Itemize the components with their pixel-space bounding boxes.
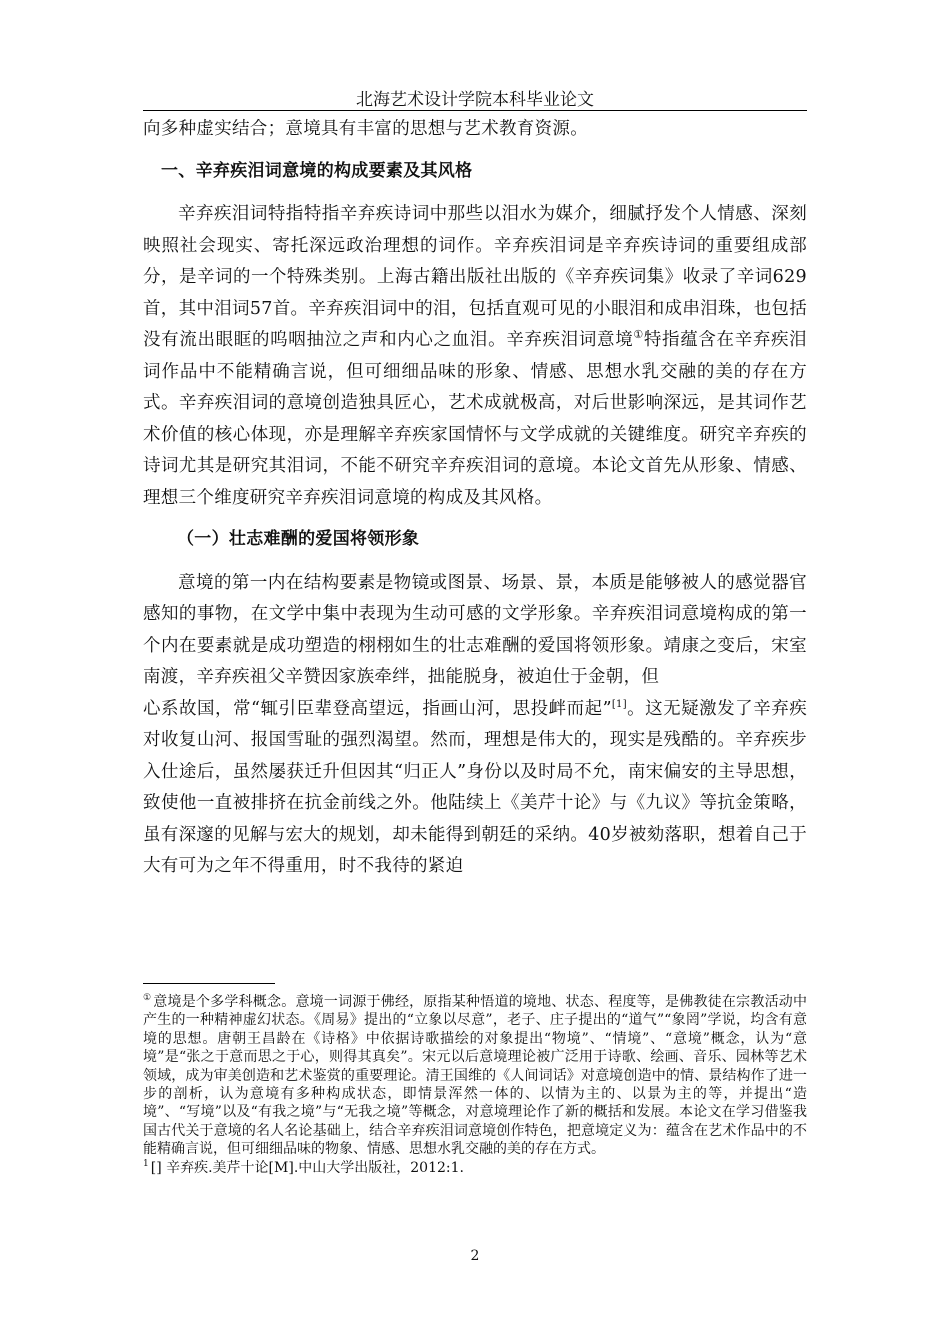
citation-marker[interactable]: [1]: [611, 698, 627, 710]
footnote-divider: [143, 983, 275, 984]
footnote-2-mark: 1: [143, 1159, 149, 1169]
footnote-marker[interactable]: ①: [633, 328, 644, 342]
intro-tail-paragraph: 向多种虚实结合；意境具有丰富的思想与艺术教育资源。: [143, 119, 588, 139]
paragraph-3-part-a: 心系故国，常“辄引臣辈登高望远，指画山河，思投衅而起”: [143, 698, 612, 719]
footnote-1-mark: ①: [143, 993, 152, 1004]
paragraph-1: [143, 199, 807, 514]
page-number: 2: [470, 1248, 480, 1264]
footnote-2: [143, 1159, 807, 1177]
subsection-heading: （一）壮志难酬的爱国将领形象: [177, 529, 420, 549]
paragraph-3-part-b: 。这无疑激发了辛弃疾对收复山河、报国雪耻的强烈渴望。然而，理想是伟大的，现实是残酷的。辛弃疾步入仕途后，虽然屡获迁升但因其“归正人”身份以及时局不允，南宋偏安的主导思想，致使他一直被排挤在抗金前线之外。他陆续上《美芹十论》与《九议》等抗金策略，虽有深邃的见解与宏大的规划，却未能得到朝廷的采纳。40岁被劾落职，想着自己于大有可为之年不得重用，时不我待的紧迫: [143, 698, 807, 876]
paragraph-3: [143, 694, 807, 883]
footnote-2-text: [] 辛弃疾.美芹十论[M].中山大学出版社，2012:1.: [150, 1159, 464, 1176]
paragraph-1-part-b: 特指蕴含在辛弃疾泪词作品中不能精确言说，但可细细品味的形象、情感、思想水乳交融的美的存在方式。辛弃疾泪词的意境创造独具匠心，艺术成就极高，对后世影响深远，是其词作艺术价值的核心体现，亦是理解辛弃疾家国情怀与文学成就的关键维度。研究辛弃疾的诗词尤其是研究其泪词，不能不研究辛弃疾泪词的意境。本论文首先从形象、情感、理想三个维度研究辛弃疾泪词意境的构成及其风格。: [143, 330, 807, 508]
footnote-1-text: 意境是个多学科概念。意境一词源于佛经，原指某种悟道的境地、状态、程度等，是佛教徒在宗教活动中产生的一种精神虚幻状态。《周易》提出的“立象以尽意”，老子、庄子提出的“道气”“象罔”学说，均含有意境的思想。唐朝王昌龄在《诗格》中依据诗歌描绘的对象提出“物境”、“情境”、“意境”概念，认为“意境”是“张之于意而思之于心，则得其真矣”。宋元以后意境理论被广泛用于诗歌、绘画、音乐、园林等艺术领域，成为审美创造和艺术鉴赏的重要理论。清王国维的《人间词话》对意境创造中的情、景结构作了进一步的剖析，认为意境有多种构成状态，即情景浑然一体的、以情为主的、以景为主的等，并提出“造境”、“写境”以及“有我之境”与“无我之境”等概念，对意境理论作了新的概括和发展。本论文在学习借鉴我国古代关于意境的名人名论基础上，结合辛弃疾泪词意境创作特色，把意境定义为：蕴含在艺术作品中的不能精确言说，但可细细品味的物象、情感、思想水乳交融的美的存在方式。: [143, 994, 808, 1158]
section-heading: 一、辛弃疾泪词意境的构成要素及其风格: [161, 160, 473, 181]
page-header: 北海艺术设计学院本科毕业论文: [143, 90, 807, 111]
footnote-1: [143, 993, 807, 1159]
body-text: [143, 114, 807, 883]
paragraph-2: 意境的第一内在结构要素是物镜或图景、场景、景，本质是能够被人的感觉器官感知的事物，在文学中集中表现为生动可感的文学形象。辛弃疾泪词意境构成的第一个内在要素就是成功塑造的栩栩如生的壮志难酬的爱国将领形象。靖康之变后，宋室南渡，辛弃疾祖父辛赞因家族牵绊，拙能脱身，被迫仕于金朝，但: [143, 572, 807, 687]
footnotes: [143, 993, 807, 1177]
paragraph-1-part-a: 辛弃疾泪词特指特指辛弃疾诗词中那些以泪水为媒介，细腻抒发个人情感、深刻映照社会现实、寄托深远政治理想的词作。辛弃疾泪词是辛弃疾诗词的重要组成部分，是辛词的一个特殊类别。上海古籍出版社出版的《辛弃疾词集》收录了辛词629首，其中泪词57首。辛弃疾泪词中的泪，包括直观可见的小眼泪和成串泪珠，也包括没有流出眼眶的呜咽抽泣之声和内心之血泪。辛弃疾泪词意境: [143, 204, 807, 350]
